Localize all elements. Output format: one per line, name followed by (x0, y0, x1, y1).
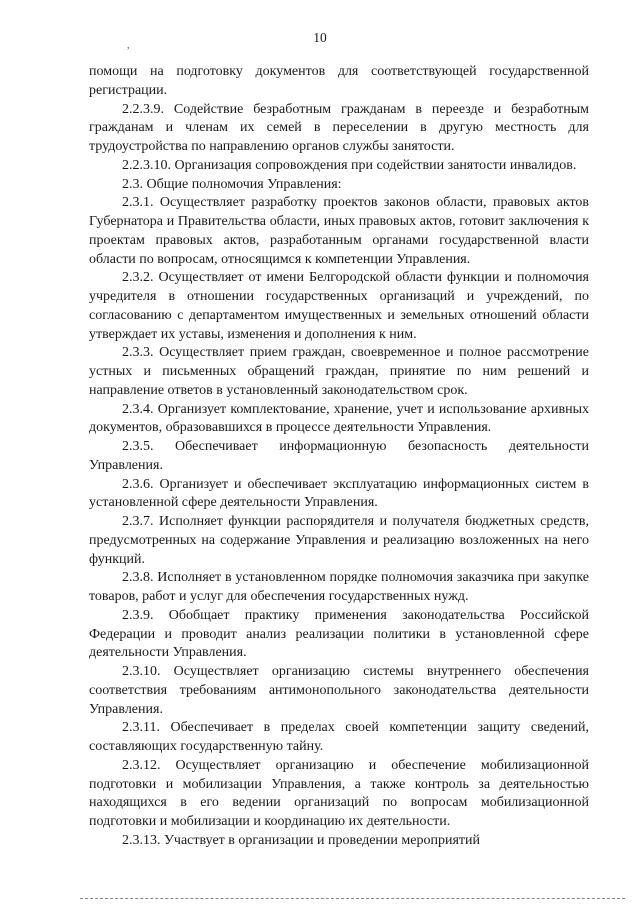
paragraph-2-3-5: 2.3.5. Обеспечивает информационную безопасность деятельности Управления. (89, 439, 589, 473)
paragraph-2-3-3: 2.3.3. Осуществляет прием граждан, своевременное и полное рассмотрение устных и письменных обращений граждан, принятие по ним решений и направление ответов в установленный законодательством срок. (89, 345, 589, 398)
document-body (89, 63, 589, 851)
paragraph-2-3-13: 2.3.13. Участвует в организации и проведении мероприятий (122, 832, 481, 848)
paragraph-2-2-3-9: 2.2.3.9. Содействие безработным гражданам в переезде и безработным гражданам и членам их семей в переселении в другую местность для трудоустройства по направлению органов службы занятости. (89, 101, 589, 154)
paragraph-2-3-1: 2.3.1. Осуществляет разработку проектов законов области, правовых актов Губернатора и Правительства области, иных правовых актов, готовит заключения к проектам правовых актов, разработанным органами государственной власти области по вопросам, относящимся к компетенции Управления. (89, 195, 589, 267)
paragraph-2-3-4: 2.3.4. Организует комплектование, хранение, учет и использование архивных документов, образовавшихся в процессе деятельности Управления. (89, 401, 589, 436)
scan-mark: , (127, 40, 130, 51)
paragraph-2-3-6: 2.3.6. Организует и обеспечивает эксплуатацию информационных систем в установленной сфере деятельности Управления. (89, 476, 589, 511)
paragraph-2-2-3-10: 2.2.3.10. Организация сопровождения при содействии занятости инвалидов. (122, 157, 577, 173)
paragraph-2-3-9: 2.3.9. Обобщает практику применения законодательства Российской Федерации и проводит анализ реализации политики в установленной сфере деятельности Управления. (89, 607, 589, 661)
paragraph-2-3-2: 2.3.2. Осуществляет от имени Белгородской области функции и полномочия учредителя в отношении государственных организаций и учреждений, по согласованию с департаментом имущественных и земельных отношений области утверждает их уставы, изменения и дополнения к ним. (89, 270, 589, 342)
paragraph-continuation: помощи на подготовку документов для соответствующей государственной регистрации. (89, 64, 589, 98)
paragraph-2-3-7: 2.3.7. Исполняет функции распорядителя и получателя бюджетных средств, предусмотренных на содержание Управления и реализацию возложенных на него функций. (89, 514, 589, 567)
scan-edge-divider (80, 898, 625, 899)
paragraph-2-3-8: 2.3.8. Исполняет в установленном порядке полномочия заказчика при закупке товаров, работ и услуг для обеспечения государственных нужд. (89, 570, 589, 604)
paragraph-2-3-10: 2.3.10. Осуществляет организацию системы внутреннего обеспечения соответствия требованиям антимонопольного законодательства деятельности Управления. (89, 664, 589, 717)
paragraph-2-3-11: 2.3.11. Обеспечивает в пределах своей компетенции защиту сведений, составляющих государственную тайну. (89, 720, 589, 754)
paragraph-2-3-12: 2.3.12. Осуществляет организацию и обеспечение мобилизационной подготовки и мобилизации Управления, а также контроль за деятельностью находящихся в его ведении организаций по вопросам мобилизационной подготовки и мобилизации и координацию их деятельности. (89, 757, 589, 829)
page-number: 10 (313, 30, 327, 45)
section-heading-2-3: 2.3. Общие полномочия Управления: (122, 176, 342, 192)
